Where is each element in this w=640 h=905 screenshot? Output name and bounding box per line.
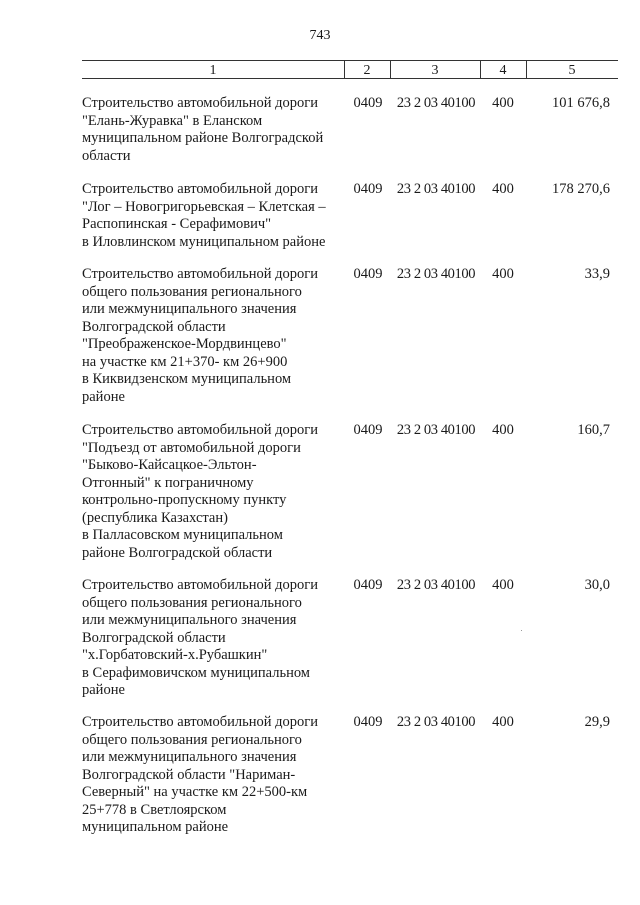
section-code: 0409 [353,266,383,282]
expense-type-code: 400 [492,181,514,197]
row-description [82,95,344,165]
description-line: "х.Горбатовский-х.Рубашкин" [82,647,268,663]
amount: 160,7 [577,422,610,438]
page-number: 743 [309,28,331,43]
column-divider [526,60,527,79]
description-line: районе [82,388,125,405]
section-code: 0409 [353,714,383,730]
description-line: Строительство автомобильной дороги [82,714,318,730]
description-line: районе [82,682,125,698]
description-line: муниципальном районе [82,819,229,835]
target-article-code: 23 2 03 40100 [396,95,476,111]
description-line: Распопинская - Серафимович" [82,216,272,232]
description-line: муниципальном районе Волгоградской [82,130,324,146]
column-divider [480,60,481,79]
description-line: общего пользования регионального [82,283,302,300]
target-article-code: 23 2 03 40100 [396,422,476,438]
description-line: Строительство автомобильной дороги [82,95,318,111]
amount: 178 270,6 [552,181,610,197]
section-code: 0409 [353,181,383,197]
description-line: Волгоградской области [82,629,226,646]
description-line: Северный" на участке км 22+500-км [82,784,308,800]
target-article-code: 23 2 03 40100 [396,714,476,730]
amount: 30,0 [584,577,610,593]
description-line: области [82,147,131,164]
row-description [82,181,344,251]
description-line: в Иловлинском муниципальном районе [82,233,326,250]
section-code: 0409 [353,577,383,593]
scan-speck [521,630,522,631]
description-line: Строительство автомобильной дороги [82,266,318,282]
section-code: 0409 [353,422,383,438]
expense-type-code: 400 [492,95,514,111]
section-code: 0409 [353,95,383,111]
column-header-5: 5 [526,60,618,79]
description-line: в Серафимовичском муниципальном [82,664,310,681]
amount: 33,9 [584,266,610,282]
column-header-3: 3 [390,60,480,79]
description-line: Волгоградской области "Нариман- [82,766,296,783]
description-line: в Палласовском муниципальном [82,527,283,543]
expense-type-code: 400 [492,714,514,730]
description-line: (республика Казахстан) [82,509,228,526]
description-line: Строительство автомобильной дороги [82,422,318,438]
description-line: "Преображенское-Мордвинцево" [82,336,287,352]
target-article-code: 23 2 03 40100 [396,266,476,282]
description-line: или межмуниципального значения [82,749,297,765]
row-description [82,577,344,700]
expense-type-code: 400 [492,266,514,282]
description-line: 25+778 в Светлоярском [82,801,227,818]
description-line: на участке км 21+370- км 26+900 [82,353,288,370]
description-line: общего пользования регионального [82,594,302,611]
column-header-2: 2 [344,60,390,79]
column-header-4: 4 [480,60,526,79]
row-description [82,266,344,406]
description-line: в Киквидзенском муниципальном [82,371,292,387]
description-line: или межмуниципального значения [82,301,297,317]
description-line: Строительство автомобильной дороги [82,577,318,593]
description-line: Отгонный" к пограничному [82,474,254,491]
target-article-code: 23 2 03 40100 [396,577,476,593]
description-line: "Елань-Журавка" в Еланском [82,112,263,129]
amount: 29,9 [584,714,610,730]
description-line: Строительство автомобильной дороги [82,181,318,197]
description-line: контрольно-пропускному пункту [82,492,287,508]
description-line: районе Волгоградской области [82,544,273,561]
description-line: или межмуниципального значения [82,612,297,628]
expense-type-code: 400 [492,422,514,438]
column-header-1: 1 [82,60,344,79]
row-description [82,714,344,837]
expense-type-code: 400 [492,577,514,593]
description-line: Волгоградской области [82,318,226,335]
description-line: "Быково-Кайсацкое-Эльтон- [82,457,257,473]
target-article-code: 23 2 03 40100 [396,181,476,197]
column-divider [390,60,391,79]
column-divider [344,60,345,79]
description-line: "Подъезд от автомобильной дороги [82,439,301,456]
description-line: общего пользования регионального [82,731,302,748]
description-line: "Лог – Новогригорьевская – Клетская – [82,198,326,215]
row-description [82,422,344,562]
amount: 101 676,8 [552,95,610,111]
